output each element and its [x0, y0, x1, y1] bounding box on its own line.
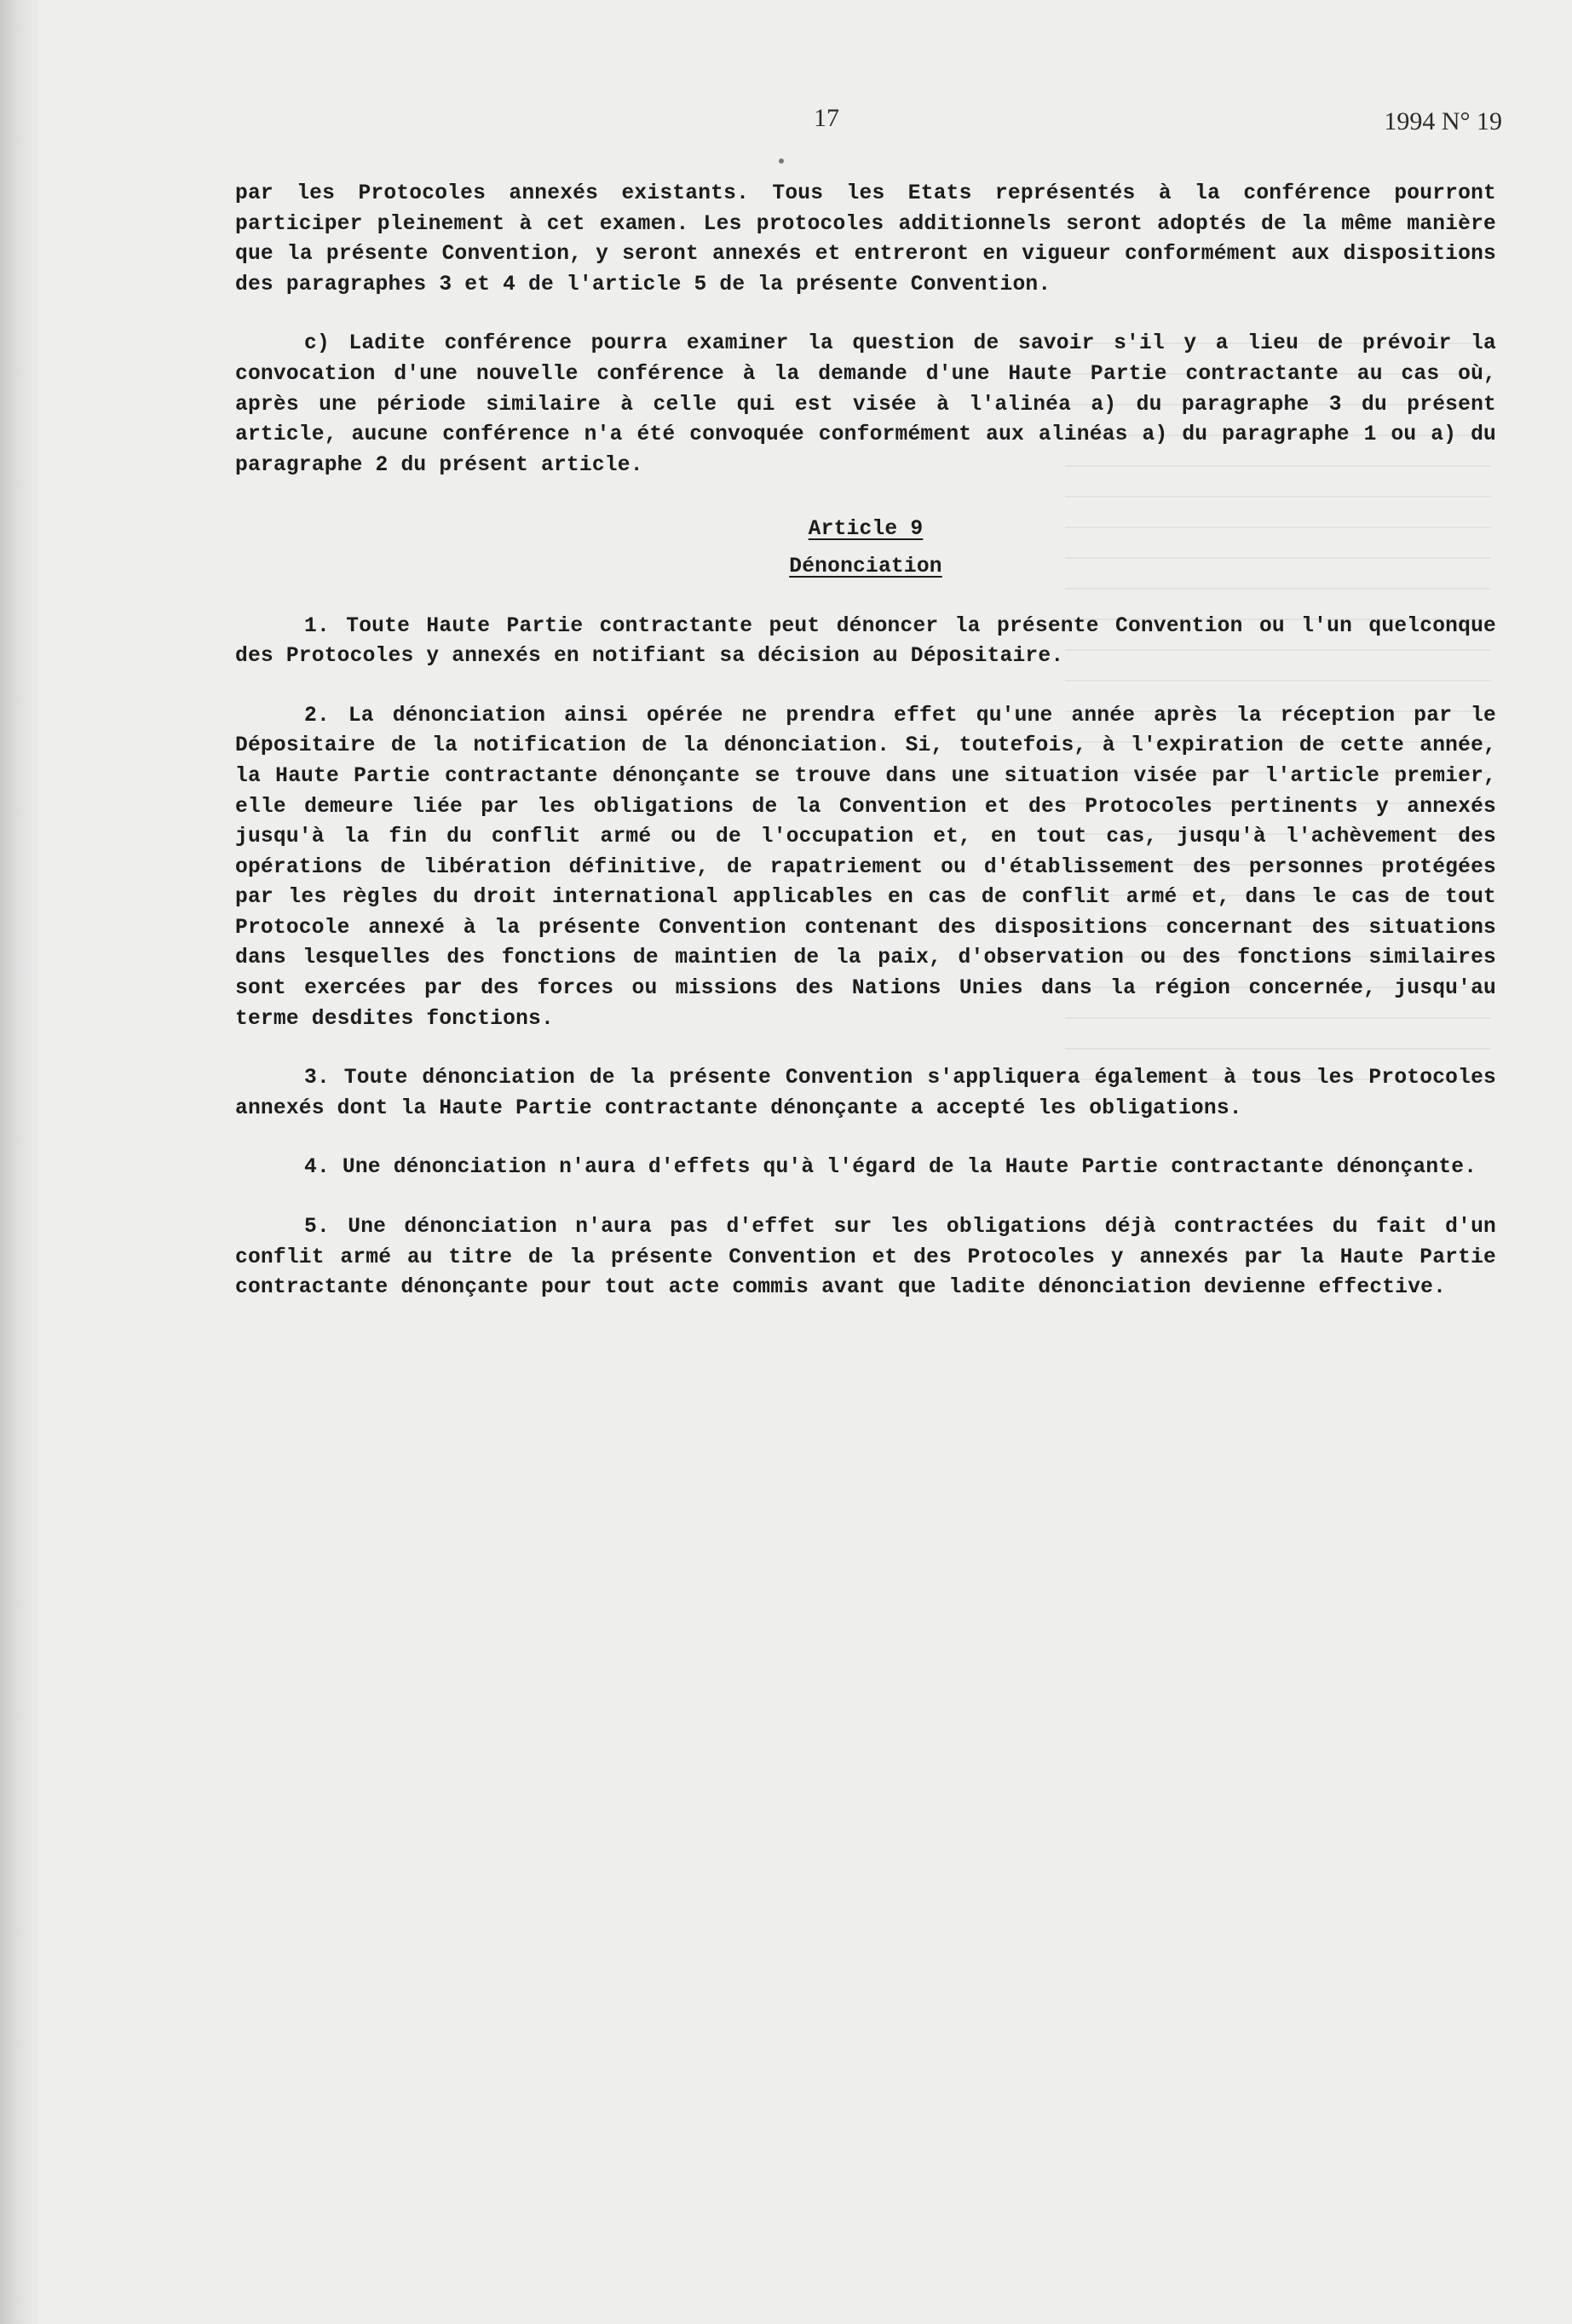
document-body	[235, 179, 1496, 1332]
article-item-1: 1. Toute Haute Partie contractante peut dénoncer la présente Convention ou l'un quelconque des Protocoles y annexés en notifiant sa décision au Dépositaire.	[235, 614, 1496, 669]
article-item-5: 5. Une dénonciation n'aura pas d'effet sur les obligations déjà contractées du fait d'un conflit armé au titre de la présente Convention et des Protocoles y annexés par la Haute Partie contractante dénonçante pour tout acte commis avant que ladite dénonciation devienne effective.	[235, 1216, 1496, 1300]
binding-edge	[0, 0, 39, 2324]
paragraph-continuation: par les Protocoles annexés existants. Tous les Etats représentés à la conférence pourront participer pleinement à cet examen. Les protocoles additionnels seront adoptés de la même manière que la présente Convention, y seront annexés et entreront en vigueur conformément aux dispositions des paragraphes 3 et 4 de l'article 5 de la présente Convention.	[235, 182, 1496, 296]
page-header	[0, 104, 1572, 138]
article-item-4: 4. Une dénonciation n'aura d'effets qu'à l'égard de la Haute Partie contractante dénonçante.	[304, 1156, 1477, 1180]
article-item-2: 2. La dénonciation ainsi opérée ne prendra effet qu'une année après la réception par le Dépositaire de la notification de la dénonciation. Si, toutefois, à l'expiration de cette année, la Haute Partie contractante dénonçante se trouve dans une situation visée par l'article premier, elle demeure liée par les obligations de la Convention et des Protocoles pertinents y annexés jusqu'à la fin du conflit armé ou de l'occupation et, en tout cas, jusqu'à l'achèvement des opérations de libération définitive, de rapatriement ou d'établissement des personnes protégées par les règles du droit international applicables en cas de conflit armé et, dans le cas de tout Protocole annexé à la présente Convention contenant des dispositions concernant des situations dans lesquelles des fonctions de maintien de la paix, d'observation ou des fonctions similaires sont exercées par des forces ou missions des Nations Unies dans la région concernée, jusqu'au terme desdites fonctions.	[235, 704, 1496, 1031]
page-number: 17	[814, 104, 839, 132]
article-heading: Article 9	[808, 518, 924, 542]
document-reference: 1994 N° 19	[1384, 107, 1502, 135]
article-item-3: 3. Toute dénonciation de la présente Convention s'appliquera également à tous les Protocoles annexés dont la Haute Partie contractante dénonçante a accepté les obligations.	[235, 1067, 1496, 1120]
paragraph-c: c) Ladite conférence pourra examiner la question de savoir s'il y a lieu de prévoir la convocation d'une nouvelle conférence à la demande d'une Haute Partie contractante au cas où, après une période similaire à celle qui est visée à l'alinéa a) du paragraphe 3 du présent article, aucune conférence n'a été convoquée conformément aux alinéas a) du paragraphe 1 ou a) du paragraphe 2 du présent article.	[235, 332, 1496, 477]
ink-dot	[779, 158, 784, 164]
article-title: Dénonciation	[789, 555, 942, 578]
